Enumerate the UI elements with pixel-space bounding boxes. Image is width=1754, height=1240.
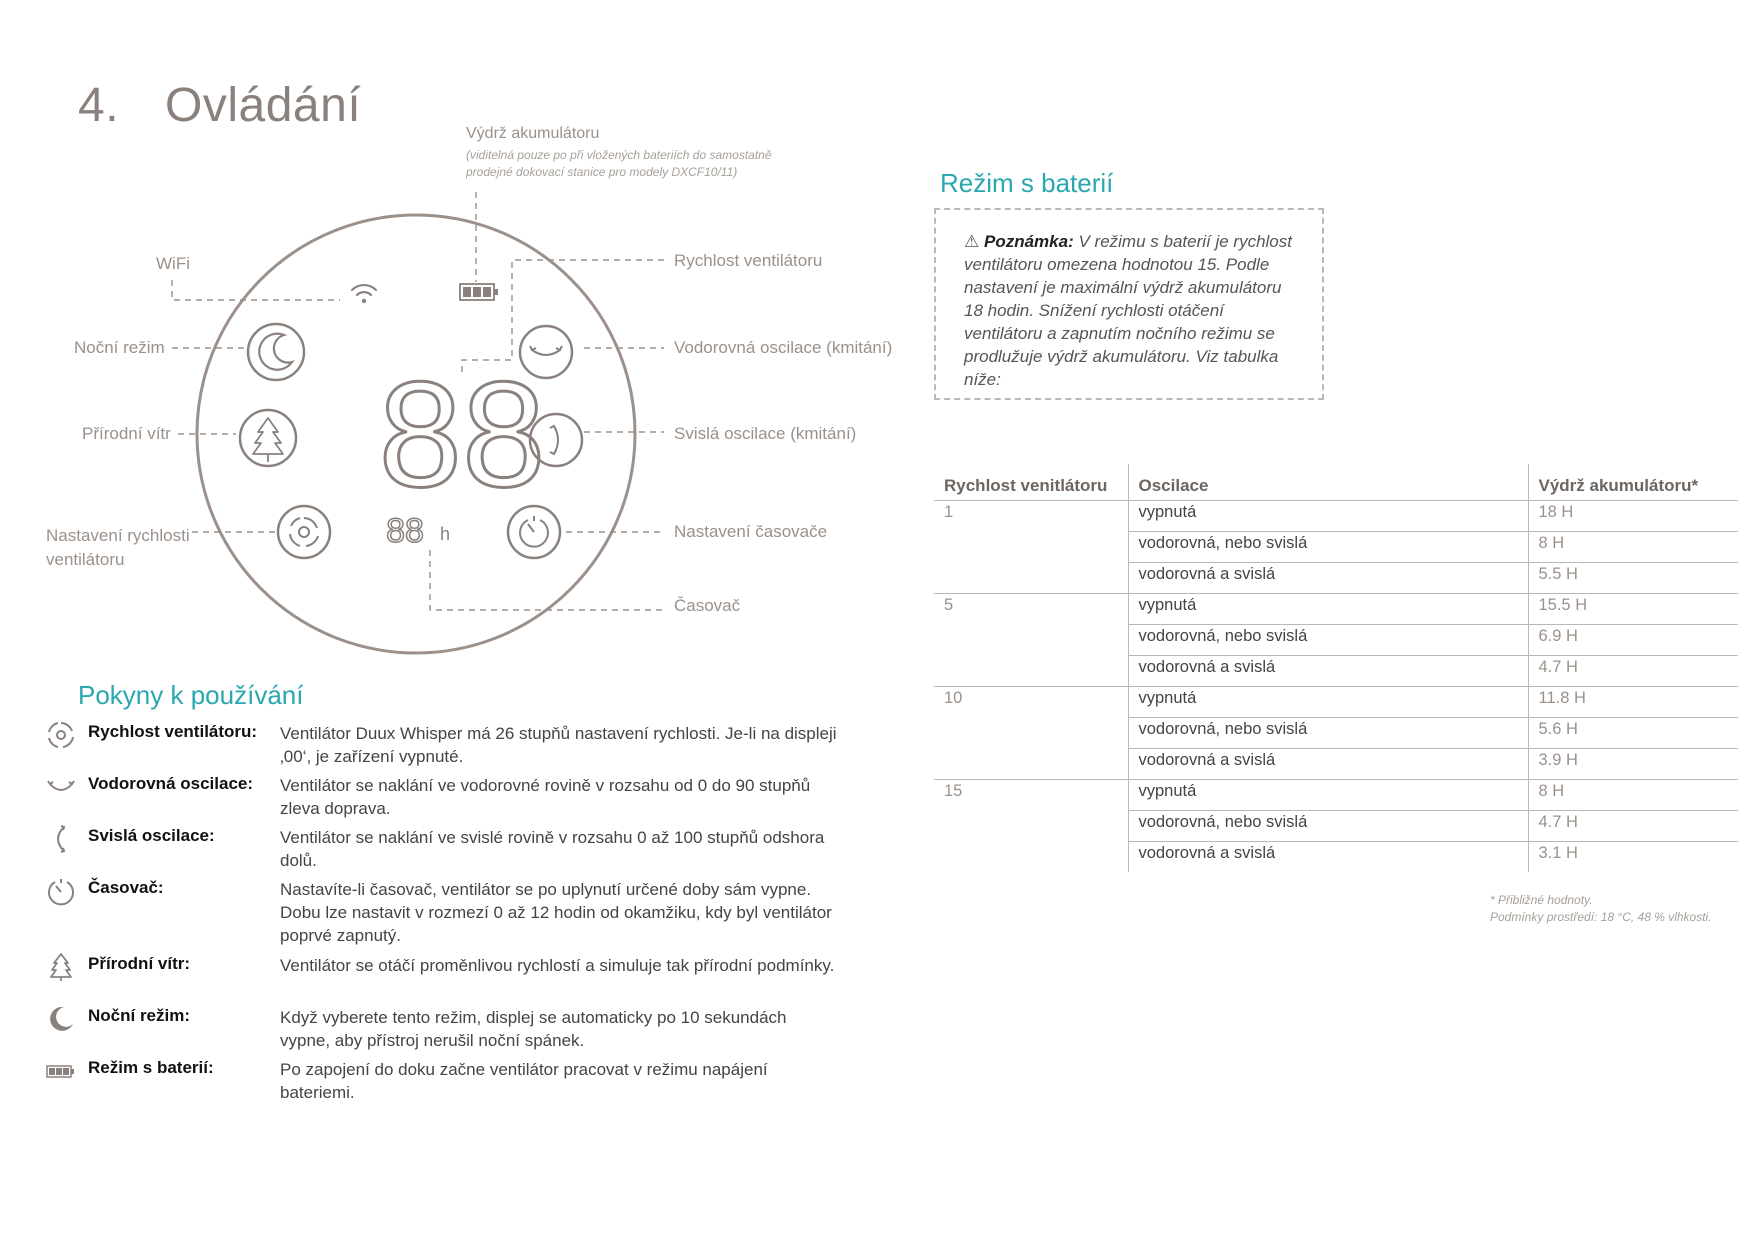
speed-setting-label-2: ventilátoru bbox=[46, 550, 125, 569]
table-row bbox=[934, 532, 1738, 563]
cell-oscillation: vypnutá bbox=[1128, 501, 1528, 532]
footnote bbox=[1490, 892, 1712, 926]
fan-speed-icon bbox=[46, 720, 76, 750]
instruction-description: Ventilátor se otáčí proměnlivou rychlostí a simuluje tak přírodní podmínky. bbox=[280, 956, 835, 975]
fan-speed-label: Rychlost ventilátoru bbox=[674, 251, 823, 270]
battery-life-label: Výdrž akumulátoru bbox=[466, 125, 600, 142]
timer-setting-label: Nastavení časovače bbox=[674, 522, 828, 541]
note-text: V režimu s baterií je rychlost ventilátoru omezena hodnotou 15. Podle nastavení je maximální výdrž akumulátoru 18 hodin. Snížení rychlosti otáčení ventilátoru a zapnutím nočního režimu se prodlužuje výdrž akumulátoru. Viz tabulka níže: bbox=[964, 232, 1292, 389]
battery-table-wrap bbox=[934, 464, 1738, 872]
wifi-label: WiFi bbox=[156, 254, 190, 273]
cell-duration: 4.7 H bbox=[1528, 656, 1738, 687]
cell-speed bbox=[934, 563, 1128, 594]
cell-speed: 1 bbox=[934, 501, 1128, 532]
cell-duration: 6.9 H bbox=[1528, 625, 1738, 656]
nature-wind-button[interactable] bbox=[240, 410, 296, 466]
instruction-term: Svislá oscilace: bbox=[88, 826, 215, 845]
table-row bbox=[934, 625, 1738, 656]
timer-display: 88 bbox=[386, 512, 424, 550]
instruction-term: Rychlost ventilátoru: bbox=[88, 722, 258, 741]
vertical-oscillation-label: Svislá oscilace (kmitání) bbox=[674, 424, 857, 443]
battery-note bbox=[964, 230, 1304, 391]
cell-oscillation: vypnutá bbox=[1128, 594, 1528, 625]
battery-life-note: (viditelná pouze po při vložených bateriích do samostatně prodejné dokovací stanice pro modely DXCF10/11) bbox=[466, 148, 772, 179]
cell-duration: 11.8 H bbox=[1528, 687, 1738, 718]
instruction-description: Nastavíte-li časovač, ventilátor se po uplynutí určené doby sám vypne. Dobu lze nastavit v rozmezí 0 až 12 hodin od okamžiku, kdy byl ventilátor poprvé zapnutý. bbox=[280, 880, 832, 945]
cell-oscillation: vypnutá bbox=[1128, 780, 1528, 811]
cell-speed bbox=[934, 532, 1128, 563]
cell-oscillation: vodorovná, nebo svislá bbox=[1128, 718, 1528, 749]
cell-speed bbox=[934, 749, 1128, 780]
header-oscillation: Oscilace bbox=[1128, 464, 1528, 501]
cell-duration: 3.1 H bbox=[1528, 842, 1738, 873]
cell-oscillation: vodorovná a svislá bbox=[1128, 749, 1528, 780]
cell-duration: 15.5 H bbox=[1528, 594, 1738, 625]
table-row bbox=[934, 501, 1738, 532]
instruction-term: Režim s baterií: bbox=[88, 1058, 214, 1077]
cell-oscillation: vodorovná, nebo svislá bbox=[1128, 532, 1528, 563]
speed-setting-label-1: Nastavení rychlosti bbox=[46, 526, 190, 545]
cell-oscillation: vypnutá bbox=[1128, 687, 1528, 718]
table-row bbox=[934, 687, 1738, 718]
cell-speed: 10 bbox=[934, 687, 1128, 718]
instruction-term: Časovač: bbox=[88, 878, 164, 897]
cell-duration: 3.9 H bbox=[1528, 749, 1738, 780]
battery-display-icon bbox=[460, 284, 498, 300]
vertical-oscillation-icon bbox=[46, 824, 76, 854]
wifi-icon bbox=[352, 285, 376, 303]
moon-icon bbox=[46, 1004, 76, 1034]
table-row bbox=[934, 718, 1738, 749]
table-row bbox=[934, 811, 1738, 842]
timer-leader bbox=[430, 550, 664, 610]
header-duration: Výdrž akumulátoru* bbox=[1528, 464, 1738, 501]
cell-oscillation: vodorovná a svislá bbox=[1128, 842, 1528, 873]
horizontal-oscillation-icon bbox=[46, 772, 76, 802]
footnote-line-1: * Přibližné hodnoty. bbox=[1490, 893, 1593, 907]
cell-duration: 8 H bbox=[1528, 532, 1738, 563]
warning-icon: ⚠ bbox=[964, 232, 980, 251]
battery-note-box bbox=[934, 208, 1324, 400]
timer-label: Časovač bbox=[674, 596, 741, 615]
timer-unit: h bbox=[440, 524, 451, 544]
table-row bbox=[934, 749, 1738, 780]
instruction-description: Ventilátor se naklání ve svislé rovině v rozsahu 0 až 100 stupňů odshora dolů. bbox=[280, 828, 825, 870]
cell-oscillation: vodorovná a svislá bbox=[1128, 656, 1528, 687]
instructions-title: Pokyny k používání bbox=[78, 680, 304, 710]
battery-table bbox=[934, 464, 1738, 872]
battery-icon bbox=[46, 1056, 76, 1086]
instruction-description: Ventilátor Duux Whisper má 26 stupňů nastavení rychlosti. Je-li na displeji ‚00‘, je zařízení vypnuté. bbox=[280, 724, 837, 766]
instruction-description: Po zapojení do doku začne ventilátor pracovat v režimu napájení bateriemi. bbox=[280, 1060, 768, 1102]
horizontal-oscillation-label: Vodorovná oscilace (kmitání) bbox=[674, 338, 893, 357]
cell-duration: 18 H bbox=[1528, 501, 1738, 532]
cell-speed bbox=[934, 718, 1128, 749]
tree-icon bbox=[46, 952, 76, 982]
timer-icon bbox=[46, 876, 76, 906]
cell-speed bbox=[934, 625, 1128, 656]
cell-speed bbox=[934, 811, 1128, 842]
cell-duration: 5.6 H bbox=[1528, 718, 1738, 749]
cell-oscillation: vodorovná, nebo svislá bbox=[1128, 625, 1528, 656]
table-row bbox=[934, 656, 1738, 687]
instruction-description: Ventilátor se naklání ve vodorovné rovině v rozsahu od 0 do 90 stupňů zleva doprava. bbox=[280, 776, 811, 818]
night-mode-label: Noční režim bbox=[74, 338, 165, 357]
table-row bbox=[934, 563, 1738, 594]
table-row bbox=[934, 594, 1738, 625]
cell-speed: 5 bbox=[934, 594, 1128, 625]
section-title-text: Ovládání bbox=[165, 79, 362, 132]
table-row bbox=[934, 842, 1738, 873]
cell-duration: 8 H bbox=[1528, 780, 1738, 811]
cell-speed bbox=[934, 656, 1128, 687]
cell-duration: 5.5 H bbox=[1528, 563, 1738, 594]
section-number: 4. bbox=[78, 79, 120, 132]
cell-speed bbox=[934, 842, 1128, 873]
instruction-term: Vodorovná oscilace: bbox=[88, 774, 254, 793]
cell-oscillation: vodorovná, nebo svislá bbox=[1128, 811, 1528, 842]
cell-oscillation: vodorovná a svislá bbox=[1128, 563, 1528, 594]
table-row bbox=[934, 780, 1738, 811]
cell-duration: 4.7 H bbox=[1528, 811, 1738, 842]
footnote-line-2: Podmínky prostředí: 18 °C, 48 % vlhkosti. bbox=[1490, 910, 1712, 924]
instruction-description: Když vyberete tento režim, displej se automaticky po 10 sekundách vypne, aby přístroj nerušil noční spánek. bbox=[280, 1008, 787, 1050]
note-label: Poznámka: bbox=[983, 232, 1074, 251]
header-speed: Rychlost venitlátoru bbox=[944, 476, 1108, 495]
instruction-term: Přírodní vítr: bbox=[88, 954, 191, 973]
nature-wind-label: Přírodní vítr bbox=[82, 424, 171, 443]
night-mode-button[interactable] bbox=[248, 324, 304, 380]
speed-setting-button[interactable] bbox=[278, 506, 330, 558]
battery-mode-title: Režim s baterií bbox=[940, 168, 1114, 198]
instruction-term: Noční režim: bbox=[88, 1006, 191, 1025]
cell-speed: 15 bbox=[934, 780, 1128, 811]
main-display: 88 bbox=[378, 350, 546, 518]
